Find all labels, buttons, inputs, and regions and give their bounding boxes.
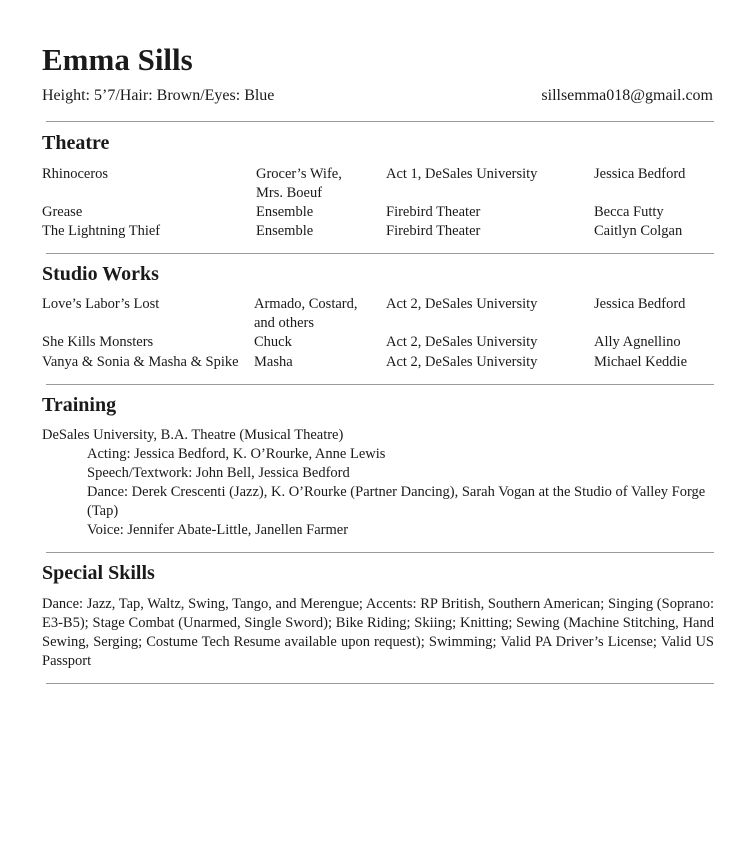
section-title-studio-works: Studio Works: [42, 263, 159, 285]
director: Michael Keddie: [594, 354, 688, 370]
email-address: sillsemma018@gmail.com: [541, 87, 713, 104]
director: Caitlyn Colgan: [594, 223, 683, 239]
director: Becca Futty: [594, 204, 664, 220]
training-voice: Voice: Jennifer Abate-Little, Janellen Farmer: [87, 522, 349, 538]
physical-details: Height: 5’7/Hair: Brown/Eyes: Blue: [42, 87, 275, 104]
divider: [46, 552, 714, 553]
training-list: [42, 426, 714, 540]
training-speech: Speech/Textwork: John Bell, Jessica Bedford: [87, 465, 350, 481]
venue: Act 1, DeSales University: [386, 166, 538, 182]
venue: Firebird Theater: [386, 204, 481, 220]
role: Ensemble: [256, 204, 314, 220]
director: Jessica Bedford: [594, 296, 686, 312]
role: Masha: [254, 354, 293, 370]
training-dance: Dance: Derek Crescenti (Jazz), K. O’Rourke (Partner Dancing), Sarah Vogan at the Studio of Valley Forge (Tap): [87, 484, 706, 519]
director: Ally Agnellino: [594, 334, 681, 350]
role: Chuck: [254, 334, 292, 350]
section-title-theatre: Theatre: [42, 132, 110, 154]
role: Grocer’s Wife, Mrs. Boeuf: [256, 166, 342, 201]
venue: Firebird Theater: [386, 223, 481, 239]
show-title: Vanya & Sonia & Masha & Spike: [42, 354, 239, 370]
show-title: Love’s Labor’s Lost: [42, 296, 160, 312]
director: Jessica Bedford: [594, 166, 686, 182]
section-title-training: Training: [42, 394, 117, 416]
divider: [46, 683, 714, 684]
show-title: Grease: [42, 204, 83, 220]
training-acting: Acting: Jessica Bedford, K. O’Rourke, Anne Lewis: [87, 446, 386, 462]
venue: Act 2, DeSales University: [386, 334, 538, 350]
show-title: The Lightning Thief: [42, 223, 161, 239]
skills-text: Dance: Jazz, Tap, Waltz, Swing, Tango, and Merengue; Accents: RP British, Southern American; Singing (Soprano: E3-B5); Stage Combat (Unarmed, Single Sword); Bike Riding; Skiing; Knitting; Sewing (Machine Stitching, Hand Sewing, Serging; Costume Tech Resume available upon request); Swimming; Valid PA Driver’s License; Valid US Passport: [42, 596, 714, 669]
show-title: Rhinoceros: [42, 166, 109, 182]
divider: [46, 384, 714, 385]
divider: [46, 121, 714, 122]
divider: [46, 253, 714, 254]
section-title-special-skills: Special Skills: [42, 562, 155, 584]
training-school: DeSales University, B.A. Theatre (Musical Theatre): [42, 427, 344, 443]
venue: Act 2, DeSales University: [386, 296, 538, 312]
venue: Act 2, DeSales University: [386, 354, 538, 370]
role: Armado, Costard, and others: [254, 296, 358, 331]
show-title: She Kills Monsters: [42, 334, 154, 350]
applicant-name: Emma Sills: [42, 42, 193, 77]
role: Ensemble: [256, 223, 314, 239]
